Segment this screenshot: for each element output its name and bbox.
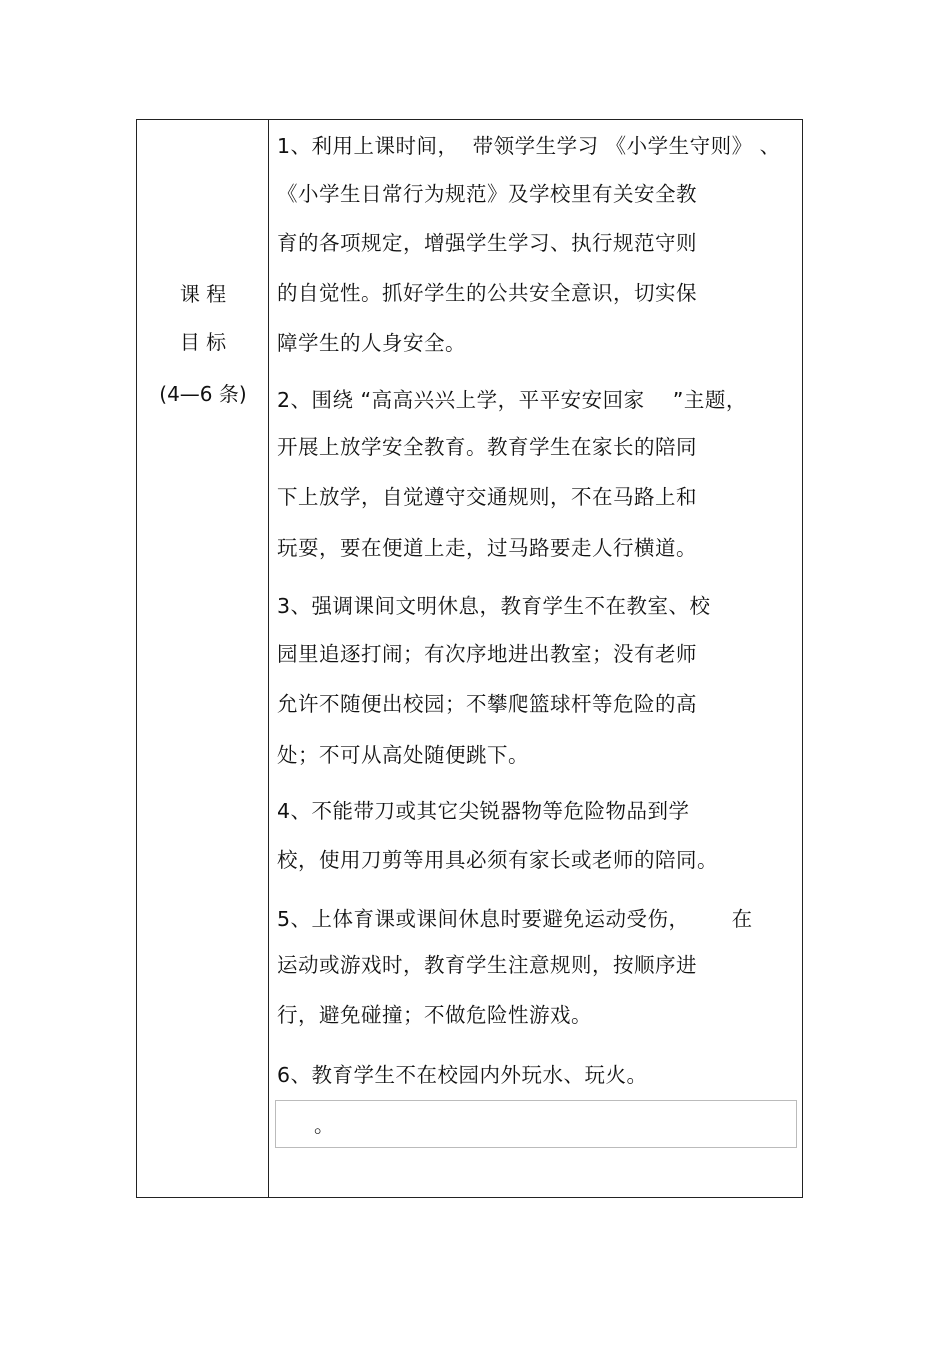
goal-1-line-1: 1、利用上课时间， 带领学生学习 《小学生守则》 、: [277, 134, 781, 158]
goal-1-line-5: 障学生的人身安全。: [277, 331, 466, 355]
goal-2-line-2: 开展上放学安全教育。教育学生在家长的陪同: [277, 435, 697, 459]
goal-3-line-1: 3、强调课间文明休息，教育学生不在教室、校: [277, 594, 711, 618]
goal-6-line-1: 6、教育学生不在校园内外玩水、玩火。: [277, 1063, 648, 1087]
inner-box-text: 。: [314, 1113, 334, 1137]
goal-1-line-3: 育的各项规定，增强学生学习、执行规范守则: [277, 231, 697, 255]
goal-1-line-4: 的自觉性。抓好学生的公共安全意识，切实保: [277, 281, 697, 305]
goal-2-line-3: 下上放学，自觉遵守交通规则，不在马路上和: [277, 485, 697, 509]
goal-2-line-4: 玩耍，要在便道上走，过马路要走人行横道。: [277, 536, 697, 560]
goal-3-line-4: 处；不可从高处随便跳下。: [277, 743, 529, 767]
goal-5-line-1: 5、上体育课或课间休息时要避免运动受伤， 在: [277, 907, 753, 931]
goal-5-line-2: 运动或游戏时，教育学生注意规则，按顺序进: [277, 953, 697, 977]
goal-5-line-3: 行，避免碰撞；不做危险性游戏。: [277, 1003, 592, 1027]
label-goal: 目 标: [179, 330, 227, 354]
goal-3-line-2: 园里追逐打闹；有次序地进出教室；没有老师: [277, 642, 697, 666]
goal-2-line-1: 2、围绕 “高高兴兴上学，平平安安回家 ”主题，: [277, 388, 747, 412]
column-divider: [268, 119, 269, 1198]
goal-4-line-1: 4、不能带刀或其它尖锐器物等危险物品到学: [277, 799, 690, 823]
label-count: (4—6 条): [159, 382, 247, 406]
goal-3-line-3: 允许不随便出校园；不攀爬篮球杆等危险的高: [277, 692, 697, 716]
inner-text-box: [275, 1100, 797, 1148]
goal-1-line-2: 《小学生日常行为规范》及学校里有关安全教: [277, 182, 697, 206]
label-course: 课 程: [179, 282, 227, 306]
goal-4-line-2: 校，使用刀剪等用具必须有家长或老师的陪同。: [277, 848, 718, 872]
